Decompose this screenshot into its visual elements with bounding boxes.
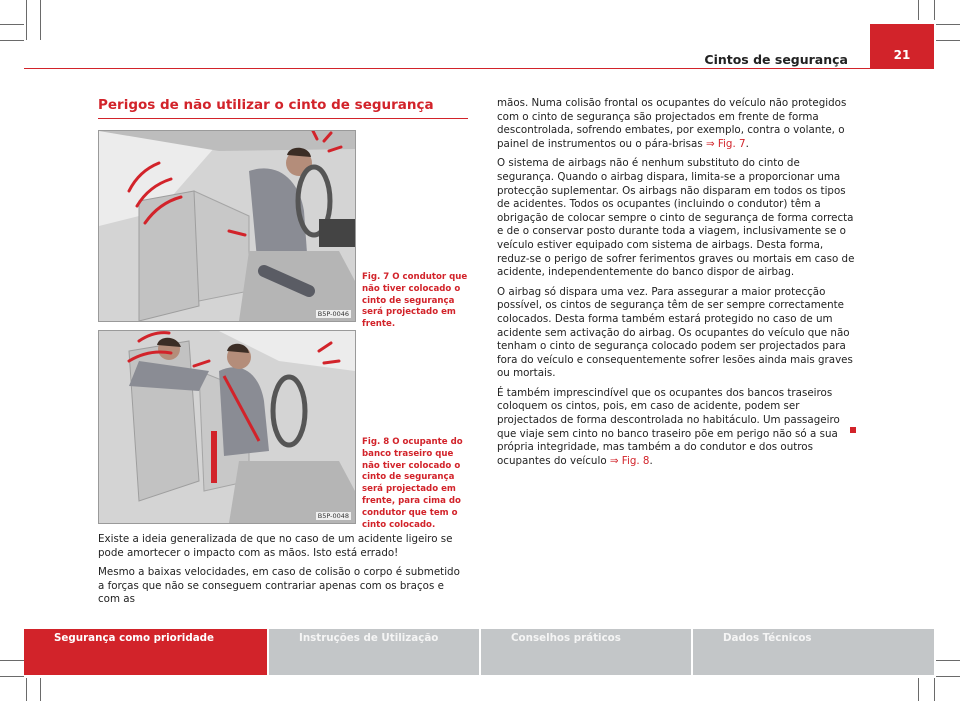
running-header-title: Cintos de segurança xyxy=(704,52,848,67)
crop-mark xyxy=(936,660,960,661)
figure-code: B5P-0046 xyxy=(317,310,349,318)
paragraph-text: É também imprescindível que os ocupantes dos bancos traseiros coloquem os cintos, pois, em caso de acidente, podem ser projectados de forma descontrolada no habitáculo. Um passageiro que viaje sem cinto no banco traseiro põe em perigo não só a sua própria integridade, mas também a do condutor e dos outros ocupantes do veículo xyxy=(497,386,840,467)
paragraph xyxy=(497,97,855,151)
right-column-text xyxy=(497,97,855,474)
header-rule xyxy=(24,68,934,69)
figure-code: B5P-0048 xyxy=(317,512,349,520)
footer-navigation xyxy=(24,629,934,675)
footer-tab-label: Instruções de Utilização xyxy=(299,632,439,644)
paragraph: Existe a ideia generalizada de que no caso de um acidente ligeiro se pode amortecer o impacto com as mãos. Isto está errado! xyxy=(98,533,453,559)
paragraph: O airbag só dispara uma vez. Para assegurar a maior protecção possível, os cintos de segurança têm de ser sempre correctamente colocados. Desta forma também estará protegido no caso de um acidente sem activação do airbag. Os ocupantes do veículo que não tenham o cinto de segurança colocado podem ser projectados para fora do veículo e consequentemente sofrer lesões ainda mais graves ou mortais. xyxy=(497,285,853,380)
driver-crash-illustration xyxy=(99,131,355,321)
crop-mark xyxy=(0,660,24,661)
end-of-section-marker xyxy=(850,427,856,433)
figure-8-link[interactable]: ⇒ Fig. 8 xyxy=(609,454,650,467)
figure-8-illustration xyxy=(98,330,356,524)
figure-8-caption: Fig. 8 O ocupante do banco traseiro que não tiver colocado o cinto de segurança será projectado em frente, para cima do condutor que tem o cinto colocado. xyxy=(362,437,463,530)
crop-mark xyxy=(934,0,935,20)
crop-mark xyxy=(934,678,935,701)
crop-mark xyxy=(918,0,919,20)
figure-7-caption: Fig. 7 O condutor que não tiver colocado o cinto de segurança será projectado em frente. xyxy=(362,272,468,330)
paragraph-text: . xyxy=(649,454,653,467)
figure-7-illustration xyxy=(98,130,356,322)
footer-tab-label: Segurança como prioridade xyxy=(54,632,214,644)
paragraph: Mesmo a baixas velocidades, em caso de colisão o corpo é submetido a forças que não se conseguem contrariar apenas com os braços e com as xyxy=(98,566,460,606)
footer-tab-instrucoes[interactable] xyxy=(269,629,479,675)
paragraph: O sistema de airbags não é nenhum substituto do cinto de segurança. Quando o airbag dispara, limita-se a proporcionar uma protecção suplementar. Os airbags não disparam em todos os tipos de acidentes. Todos os ocupantes (incluindo o condutor) têm a obrigação de colocar sempre o cinto de segurança de forma correcta e de o conservar posto durante toda a viagem, inclusivamente se o veículo estiver equipado com sistema de airbags. Desta forma, reduz-se o perigo de sofrer ferimentos graves ou mortais em caso de acidente, independentemente do banco dispor de airbag. xyxy=(497,157,855,279)
figure-7-link[interactable]: ⇒ Fig. 7 xyxy=(705,137,746,150)
page-number-badge xyxy=(870,24,934,68)
crop-mark xyxy=(936,24,960,25)
paragraph xyxy=(497,387,855,469)
page-number: 21 xyxy=(893,48,911,62)
crop-mark xyxy=(936,40,960,41)
crop-mark xyxy=(40,0,41,40)
footer-tab-seguranca[interactable] xyxy=(24,629,267,675)
rear-passenger-crash-illustration xyxy=(99,331,355,523)
crop-mark xyxy=(26,678,27,701)
crop-mark xyxy=(0,24,24,25)
footer-tab-label: Conselhos práticos xyxy=(511,632,621,644)
paragraph-text: . xyxy=(745,137,749,150)
footer-tab-conselhos[interactable] xyxy=(481,629,691,675)
crop-mark xyxy=(0,40,24,41)
footer-tab-dados[interactable] xyxy=(693,629,934,675)
crop-mark xyxy=(40,678,41,701)
footer-tab-label: Dados Técnicos xyxy=(723,632,812,644)
crop-mark xyxy=(918,678,919,701)
left-column-text xyxy=(98,533,468,613)
heading-rule xyxy=(98,118,468,119)
crop-mark xyxy=(26,0,27,40)
section-heading: Perigos de não utilizar o cinto de segurança xyxy=(98,97,434,113)
crop-mark xyxy=(936,676,960,677)
paragraph-text: mãos. Numa colisão frontal os ocupantes do veículo não protegidos com o cinto de segurança são projectados em frente de forma descontrolada, sofrendo embates, por exemplo, contra o volante, o painel de instrumentos ou o pára-brisas xyxy=(497,97,847,150)
crop-mark xyxy=(0,676,24,677)
